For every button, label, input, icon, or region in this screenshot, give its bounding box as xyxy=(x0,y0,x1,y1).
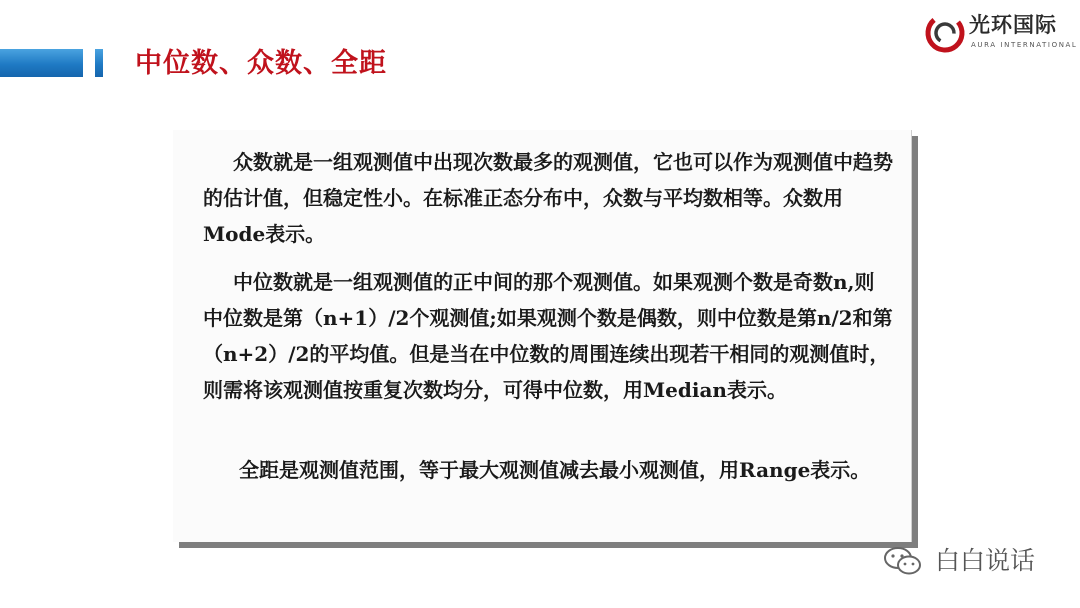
paragraph-range: 全距是观测值范围，等于最大观测值减去最小观测值，用Range表示。 xyxy=(239,458,871,482)
content-box xyxy=(173,130,912,542)
logo-name-cn: 光环国际 xyxy=(969,13,1057,37)
paragraph-median: 中位数就是一组观测值的正中间的那个观测值。如果观测个数是奇数n,则中位数是第（n+1）/2个观测值;如果观测个数是偶数，则中位数是第n/2和第（n+2）/2的平均值。但是当在中位数的周围连续出现若干相同的观测值时，则需将该观测值按重复次数均分，可得中位数，用Median表示。 xyxy=(203,270,893,402)
paragraph-mode: 众数就是一组观测值中出现次数最多的观测值，它也可以作为观测值中趋势的估计值，但稳定性小。在标准正态分布中，众数与平均数相等。众数用Mode表示。 xyxy=(203,150,893,246)
header-accent-bar-small xyxy=(95,49,103,77)
aura-logo-icon xyxy=(924,12,966,54)
wechat-badge xyxy=(883,545,1053,577)
company-logo xyxy=(924,10,1078,54)
slide-title: 中位数、众数、全距 xyxy=(135,48,387,79)
logo-name-en: AURA INTERNATIONAL xyxy=(971,41,1078,49)
wechat-icon xyxy=(883,546,923,576)
badge-text: 白白说话 xyxy=(935,546,1036,575)
header-accent-bar xyxy=(0,49,83,77)
